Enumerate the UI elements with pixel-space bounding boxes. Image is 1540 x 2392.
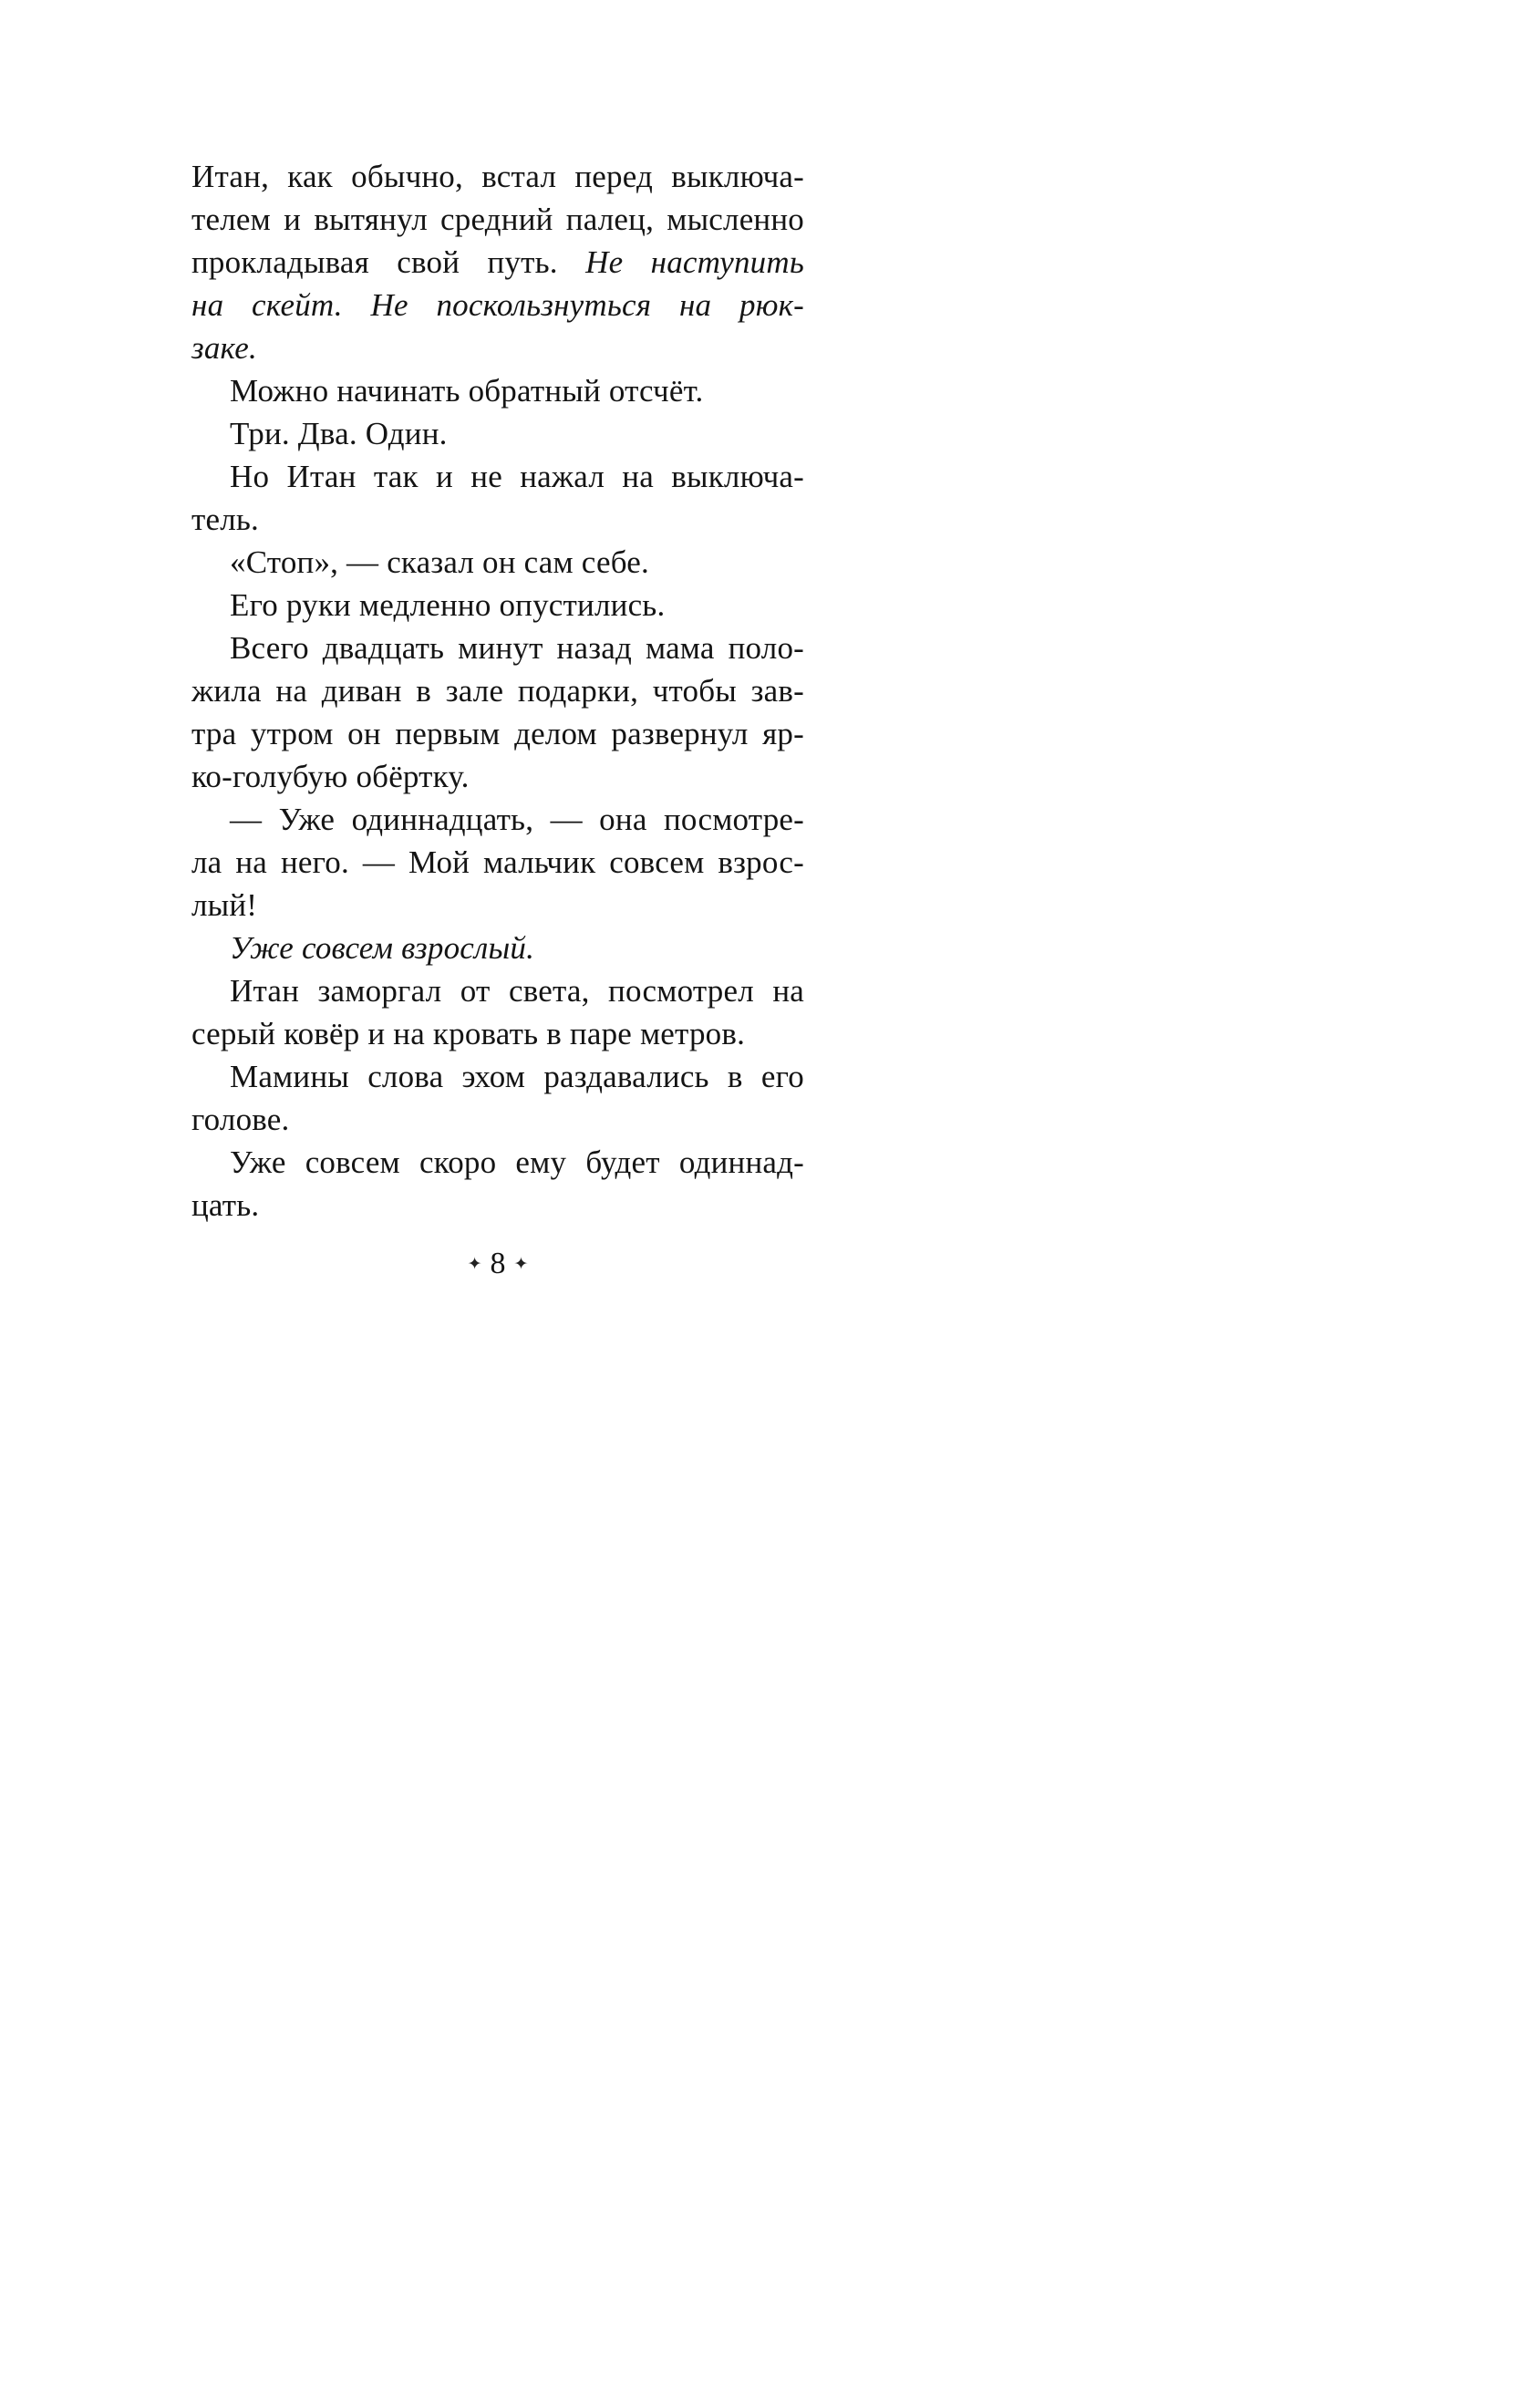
text-line: [191, 326, 804, 369]
text-line: [191, 669, 804, 712]
emphasis-text: Уже совсем взрослый.: [230, 930, 535, 966]
body-text: телем и вытянул средний палец, мысленно: [191, 202, 804, 237]
body-text: Всего двадцать минут назад мама поло-: [230, 630, 804, 666]
body-text: тра утром он первым делом развернул яр-: [191, 716, 804, 751]
paragraph: [191, 969, 804, 1055]
text-line: [191, 198, 804, 241]
text-line: [191, 712, 804, 755]
text-line: [191, 755, 804, 798]
paragraph: [191, 455, 804, 541]
footer-ornament-left-icon: ✦: [467, 1254, 482, 1274]
body-text: серый ковёр и на кровать в паре метров.: [191, 1016, 746, 1051]
body-text: ко-голубую обёртку.: [191, 759, 470, 794]
body-text: голове.: [191, 1102, 290, 1137]
text-line: [191, 626, 804, 669]
body-text: Можно начинать обратный отсчёт.: [230, 373, 704, 409]
body-text: Мамины слова эхом раздавались в его: [230, 1059, 804, 1094]
text-line: [191, 1012, 804, 1055]
emphasis-text: заке.: [191, 330, 257, 366]
paragraph: [191, 798, 804, 927]
text-line: [191, 498, 804, 541]
text-line: [191, 1141, 804, 1184]
text-line: [191, 1098, 804, 1141]
text-line: [191, 798, 804, 841]
emphasis-text: Не наступить: [585, 244, 804, 280]
body-text: цать.: [191, 1187, 260, 1223]
text-line: [191, 369, 804, 412]
body-text: Его руки медленно опустились.: [230, 587, 666, 623]
body-text: тель.: [191, 502, 260, 537]
paragraph: [191, 626, 804, 798]
text-line: [191, 155, 804, 198]
paragraph: [191, 584, 804, 626]
page-number: 8: [490, 1247, 506, 1280]
text-line: [191, 584, 804, 626]
text-line: [191, 455, 804, 498]
text-line: [191, 1184, 804, 1227]
paragraph: [191, 1141, 804, 1227]
body-text: Итан, как обычно, встал перед выключа-: [191, 159, 804, 194]
body-text: «Стоп», — сказал он сам себе.: [230, 544, 649, 580]
text-block: [191, 155, 804, 1227]
text-line: [191, 241, 804, 284]
text-line: [191, 969, 804, 1012]
body-text: ла на него. — Мой мальчик совсем взрос-: [191, 844, 804, 880]
paragraph: [191, 155, 804, 369]
body-text: Уже совсем скоро ему будет одиннад-: [230, 1144, 804, 1180]
page-footer: [191, 1242, 804, 1289]
text-line: [191, 841, 804, 884]
paragraph: [191, 369, 804, 412]
text-line: [191, 541, 804, 584]
text-line: [191, 284, 804, 326]
body-text: Но Итан так и не нажал на выключа-: [230, 459, 804, 494]
paragraph: [191, 927, 804, 969]
emphasis-text: на скейт. Не поскользнуться на рюк-: [191, 287, 804, 323]
text-line: [191, 927, 804, 969]
text-line: [191, 1055, 804, 1098]
footer-ornament-right-icon: ✦: [513, 1254, 529, 1274]
paragraph: [191, 412, 804, 455]
text-line: [191, 884, 804, 927]
paragraph: [191, 541, 804, 584]
body-text: прокладывая свой путь.: [191, 244, 586, 280]
body-text: Три. Два. Один.: [230, 416, 448, 451]
body-text: — Уже одиннадцать, — она посмотре-: [230, 802, 804, 837]
body-text: лый!: [191, 887, 258, 923]
body-text: Итан заморгал от света, посмотрел на: [230, 973, 804, 1009]
text-line: [191, 412, 804, 455]
body-text: жила на диван в зале подарки, чтобы зав-: [191, 673, 804, 709]
paragraph: [191, 1055, 804, 1141]
